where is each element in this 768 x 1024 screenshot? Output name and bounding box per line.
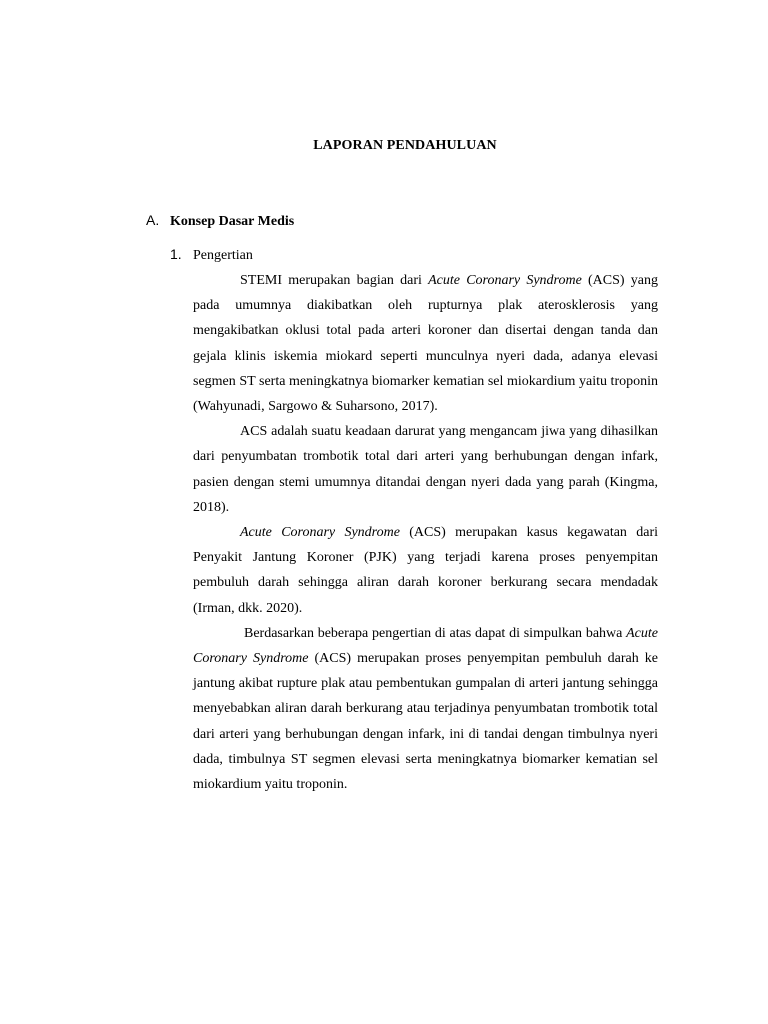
paragraph-text: (ACS) yang pada umumnya diakibatkan oleh rupturnya plak aterosklerosis yang mengakibatkan oklusi total pada arteri koroner dan disertai dengan tanda dan gejala klinis iskemia miokard seperti munculnya nyeri dada, adanya elevasi segmen ST serta meningkatnya biomarker kematian sel miokardium yaitu troponin (Wahyunadi, Sargowo & Suharsono, 2017).	[193, 273, 659, 415]
section-marker: A.	[146, 212, 160, 228]
paragraph-text: STEMI merupakan bagian dari	[240, 273, 429, 288]
italic-term: Acute Coronary Syndrome	[240, 525, 400, 541]
paragraph-text: Berdasarkan beberapa pengertian di atas dapat di simpulkan bahwa	[244, 625, 627, 641]
section-heading-a	[146, 212, 294, 230]
paragraph-3	[193, 520, 658, 621]
paragraph-1	[193, 268, 658, 419]
paragraph-text: ACS adalah suatu keadaan darurat yang mengancam jiwa yang dihasilkan dari penyumbatan trombotik total dari arteri yang berhubungan dengan infark, pasien dengan stemi umumnya ditandai dengan nyeri dada yang parah (Kingma, 2018).	[193, 424, 658, 515]
italic-term: Acute Coronary Syndrome	[428, 273, 582, 288]
body-text	[193, 268, 658, 797]
subsection-heading-text: Pengertian	[193, 248, 253, 263]
section-heading-text: Konsep Dasar Medis	[170, 214, 295, 229]
paragraph-text: (ACS) merupakan proses penyempitan pembuluh darah ke jantung akibat rupture plak atau pembentukan gumpalan di arteri jantung sehingga menyebabkan aliran darah berkurang atau terjadinya penyumbatan trombotik total dari arteri yang berhubungan dengan infark, ini di tandai dengan timbulnya nyeri dada, timbulnya ST segmen elevasi serta meningkatnya biomarker kematian sel miokardium yaitu troponin.	[193, 651, 658, 793]
paragraph-text: (ACS) merupakan kasus kegawatan dari Penyakit Jantung Koroner (PJK) yang terjadi karena proses penyempitan pembuluh darah sehingga aliran darah koroner berkurang secara mendadak (Irman, dkk. 2020).	[193, 525, 659, 616]
paragraph-2	[193, 419, 658, 520]
paragraph-4	[193, 621, 658, 797]
document-title: LAPORAN PENDAHULUAN	[313, 138, 497, 153]
subsection-heading-1	[170, 246, 253, 264]
italic-term: Acute Coronary Syndrome	[193, 625, 658, 667]
subsection-marker: 1.	[170, 246, 182, 262]
